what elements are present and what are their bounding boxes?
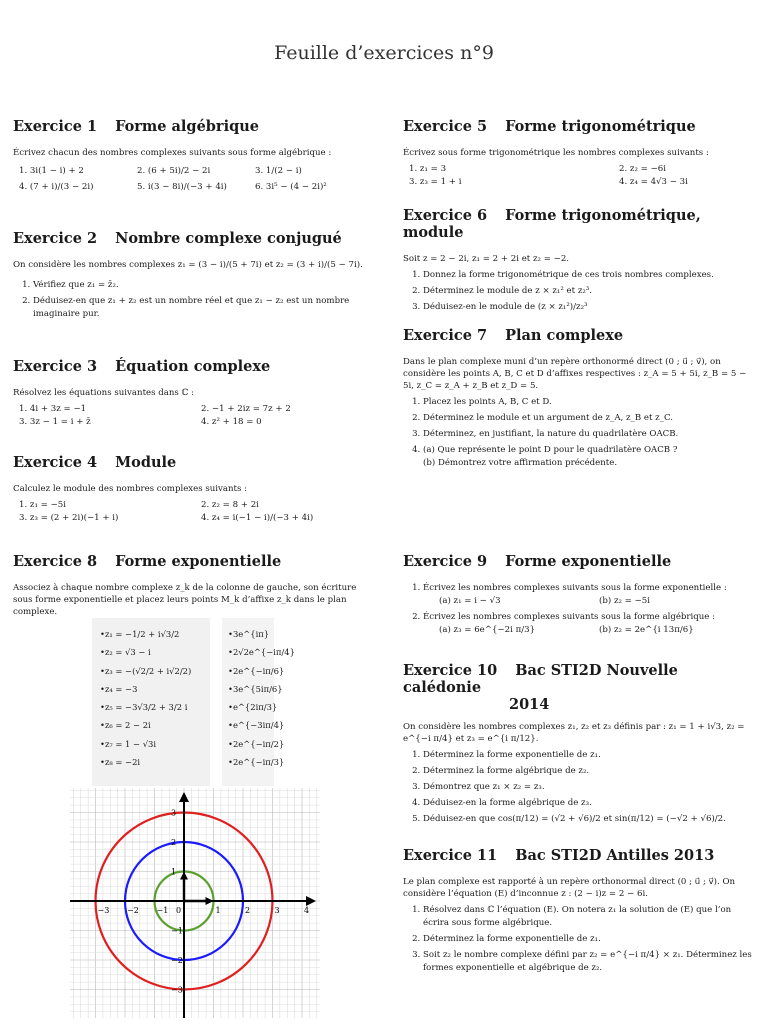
exercise-intro: Résolvez les équations suivantes dans ℂ : — [13, 388, 195, 398]
list-item — [423, 582, 758, 608]
list-item: 2. z₂ = 8 + 2i — [201, 500, 259, 510]
list-item: 2. Déterminez le module de z × z₁² et z₂³. — [423, 285, 758, 298]
list-item: 2. Déterminez le module et un argument de z_A, z_B et z_C. — [423, 412, 758, 425]
list-item: •z₇ = 1 − √3i — [100, 738, 157, 749]
exercise-number: Exercice 8 — [13, 553, 98, 570]
list-item: 1. Vérifiez que z₁ = z̄₂. — [33, 279, 373, 292]
item-text: Écrivez les nombres complexes suivants sous la forme exponentielle : — [423, 583, 727, 593]
list-item: •2e^{−iπ/6} — [228, 665, 285, 676]
sub-item: (b) Démontrez votre affirmation précédente. — [423, 458, 618, 468]
x-tick-label: 0 — [176, 906, 182, 915]
x-tick-label: 1 — [215, 906, 221, 915]
list-item: 1. z₁ = 3 — [409, 164, 447, 174]
axes — [70, 792, 316, 1018]
exercise-8 — [13, 553, 373, 622]
x-tick-label: −3 — [97, 906, 110, 915]
list-item: 2. Déterminez la forme algébrique de z₂. — [423, 765, 758, 778]
list-item — [423, 611, 758, 637]
list-item: 1. Déterminez la forme exponentielle de z₁. — [423, 749, 758, 762]
list-item: 4. (7 + i)/(3 − 2i) — [19, 182, 94, 192]
list-item: •z₂ = √3 − i — [100, 647, 151, 658]
y-tick-label: 3 — [171, 808, 177, 818]
sub-item: (a) Que représente le point D pour le quadrilatère OACB ? — [423, 445, 678, 455]
list-item: •z₄ = −3 — [100, 683, 138, 694]
list-item: 5. Déduisez-en que cos(π/12) = (√2 + √6)/2 et sin(π/12) = (−√2 + √6)/2. — [423, 813, 758, 826]
complex-plane — [70, 788, 320, 1018]
y-tick-label: −3 — [171, 985, 183, 995]
complex-numbers-column — [100, 625, 191, 771]
exercise-number: Exercice 4 — [13, 454, 98, 471]
exercise-title: Module — [115, 454, 177, 471]
exercise-title: Bac STI2D Antilles 2013 — [515, 847, 715, 864]
exercise-title-year: 2014 — [509, 696, 550, 713]
exercise-4 — [13, 454, 373, 525]
x-tick-label: −1 — [156, 906, 169, 915]
exercise-title: Forme exponentielle — [505, 553, 672, 570]
exercise-title: Forme trigonométrique, module — [403, 207, 701, 241]
exercise-6 — [403, 207, 758, 317]
exercise-number: Exercice 2 — [13, 230, 98, 247]
list-item: •z₁ = −1/2 + i√3/2 — [100, 629, 180, 639]
exercise-number: Exercice 10 — [403, 662, 498, 679]
list-item: 2. Déduisez-en que z₁ + z₂ est un nombre réel et que z₁ − z₂ est un nombre imaginaire pur. — [33, 295, 373, 321]
y-tick-label: 2 — [171, 838, 177, 847]
page-title: Feuille d’exercices n°9 — [274, 42, 494, 64]
exercise-title: Plan complexe — [505, 327, 624, 344]
exercise-intro: On considère les nombres complexes z₁, z₂ et z₃ définis par : z₁ = 1 + i√3, z₂ = e^{−i π/4} et z₃ = e^{i π/12}. — [403, 722, 745, 744]
exercise-title: Forme trigonométrique — [505, 118, 696, 135]
list-item: 4. z² + 18 = 0 — [201, 417, 262, 427]
exercise-number: Exercice 3 — [13, 358, 98, 375]
y-tick-label: −2 — [171, 956, 183, 965]
exercise-9 — [403, 553, 758, 640]
exercise-intro: Calculez le module des nombres complexes suivants : — [13, 484, 248, 494]
list-item: 6. 3i⁵ − (4 − 2i)² — [255, 182, 327, 192]
exercise-2 — [13, 230, 373, 324]
exercise-10 — [403, 662, 758, 829]
list-item: 3. Déduisez-en le module de (z × z₁²)/z₂³ — [423, 301, 758, 314]
y-tick-label: −1 — [171, 926, 183, 936]
exercise-title: Forme exponentielle — [115, 553, 282, 570]
list-item: 3. 1/(2 − i) — [255, 166, 302, 176]
exercise-title: Forme algébrique — [115, 118, 259, 135]
exercise-intro: On considère les nombres complexes z₁ = (3 − i)/(5 + 7i) et z₂ = (3 + i)/(5 − 7i). — [13, 260, 363, 270]
list-item: 2. (6 + 5i)/2 − 2i — [137, 166, 211, 176]
grid — [70, 788, 320, 1018]
exercise-number: Exercice 7 — [403, 327, 488, 344]
x-tick-label: −2 — [127, 906, 139, 915]
list-item — [423, 444, 758, 470]
exercise-title: Bac STI2D Nouvelle calédonie — [403, 662, 678, 696]
list-item: 5. i(3 − 8i)/(−3 + 4i) — [137, 182, 227, 192]
exercise-title: Équation complexe — [115, 358, 271, 375]
real-axis-arrow — [306, 896, 316, 906]
exercise-number: Exercice 11 — [403, 847, 498, 864]
exercise-number: Exercice 1 — [13, 118, 98, 135]
exercise-7 — [403, 327, 758, 473]
exercise-title: Nombre complexe conjugué — [115, 230, 342, 247]
list-item: 1. z₁ = −5i — [19, 500, 66, 510]
list-item: •e^{−3iπ/4} — [228, 720, 285, 731]
list-item: •z₅ = −3√3/2 + 3/2 i — [100, 702, 188, 713]
list-item: 3. z₃ = (2 + 2i)(−1 + i) — [19, 513, 119, 523]
list-item: 2. Déterminez la forme exponentielle de z₁. — [423, 933, 758, 946]
exercise-intro: Dans le plan complexe muni d’un repère orthonormé direct (0 ; u⃗ ; v⃗), on considère les points A, B, C et D d’affixes respectives : z_A = 5 + 5i, z_B = 5 − 5i, z_C = z_A + z_B et z_D = 5. — [403, 357, 747, 391]
exercise-number: Exercice 5 — [403, 118, 488, 135]
sub-item: (a) z₁ = i − √3 — [439, 596, 501, 606]
exercise-3 — [13, 358, 373, 429]
x-tick-label: 3 — [274, 906, 280, 915]
list-item: •3e^{5iπ/6} — [228, 683, 283, 694]
list-item: •z₈ = −2i — [100, 757, 141, 768]
exercise-number: Exercice 9 — [403, 553, 488, 570]
list-item: •2e^{−iπ/2} — [228, 738, 285, 749]
list-item: •z₃ = −(√2/2 + i√2/2) — [100, 665, 192, 676]
imaginary-axis-arrow — [179, 792, 189, 802]
list-item: •e^{2iπ/3} — [228, 702, 278, 713]
x-tick-label: 4 — [304, 906, 310, 915]
exercise-intro: Le plan complexe est rapporté à un repère orthonormal direct (0 ; u⃗ ; v⃗). On considère l’équation (E) d’inconnue z : (2 − i)z = 2 − 6i. — [403, 877, 736, 899]
exercise-1 — [13, 118, 373, 195]
list-item: 4. z₄ = i(−1 − i)/(−3 + 4i) — [201, 513, 314, 523]
item-text: Écrivez les nombres complexes suivants sous la forme algébrique : — [423, 612, 716, 622]
list-item: 3. z₃ = 1 + i — [409, 177, 462, 187]
list-item: 3. 3z − 1 = i + z̄ — [19, 417, 91, 427]
list-item: 3. Soit z₂ le nombre complexe défini par z₂ = e^{−i π/4} × z₁. Déterminez les formes exponentielle et algébrique de z₂. — [423, 949, 758, 975]
list-item: 2. z₂ = −6i — [619, 164, 666, 174]
exercise-number: Exercice 6 — [403, 207, 488, 224]
list-item: 4. Déduisez-en la forme algébrique de z₃. — [423, 797, 758, 810]
exercise-intro: Associez à chaque nombre complexe z_k de la colonne de gauche, son écriture sous forme exponentielle et placez leurs points M_k d’affixe z_k dans le plan complexe. — [13, 583, 357, 617]
exercise-intro: Écrivez sous forme trigonométrique les nombres complexes suivants : — [403, 148, 709, 158]
exponential-forms-column — [228, 625, 295, 771]
list-item: 3. Déterminez, en justifiant, la nature du quadrilatère OACB. — [423, 428, 758, 441]
exercise-intro: Soit z = 2 − 2i, z₁ = 2 + 2i et z₂ = −2. — [403, 254, 570, 264]
list-item: •3e^{iπ} — [228, 629, 270, 639]
sub-item: (b) z₂ = −5i — [599, 596, 650, 606]
list-item: 2. −1 + 2iz = 7z + 2 — [201, 404, 291, 414]
sub-item: (a) z₃ = 6e^{−2i π/3} — [439, 625, 536, 635]
sub-item: (b) z₂ = 2e^{i 13π/6} — [599, 625, 694, 635]
list-item: 1. Placez les points A, B, C et D. — [423, 396, 758, 409]
y-tick-label: 1 — [171, 867, 177, 877]
exercise-5 — [403, 118, 758, 189]
list-item: 1. Donnez la forme trigonométrique de ces trois nombres complexes. — [423, 269, 758, 282]
list-item: •2e^{−iπ/3} — [228, 757, 285, 768]
list-item: 1. 4i + 3z = −1 — [19, 404, 87, 414]
list-item: 1. 3i(1 − i) + 2 — [19, 166, 84, 176]
list-item: 3. Démontrez que z₁ × z₂ = z₃. — [423, 781, 758, 794]
x-tick-label: 2 — [245, 906, 251, 915]
exercise-intro: Écrivez chacun des nombres complexes suivants sous forme algébrique : — [13, 148, 332, 158]
list-item: 1. Résolvez dans ℂ l’équation (E). On notera z₁ la solution de (E) que l’on écrira sous forme algébrique. — [423, 904, 758, 930]
list-item: 4. z₄ = 4√3 − 3i — [619, 177, 688, 187]
exercise-11 — [403, 847, 758, 978]
list-item: •2√2e^{−iπ/4} — [228, 647, 295, 658]
list-item: •z₆ = 2 − 2i — [100, 720, 151, 731]
